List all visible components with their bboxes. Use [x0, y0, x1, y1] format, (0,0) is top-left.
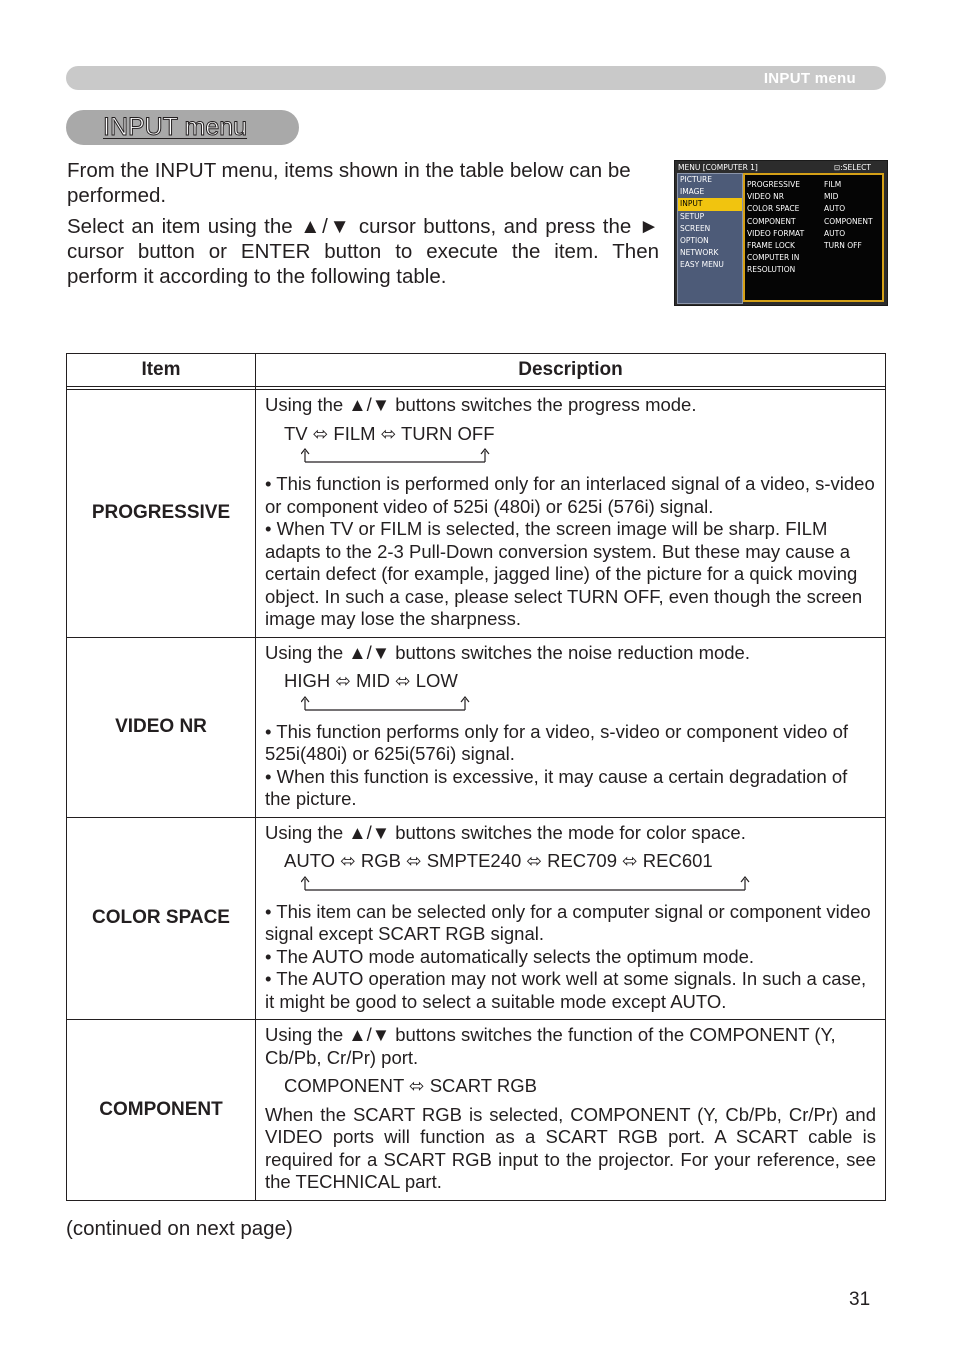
- mode-sequence: AUTO ⬄ RGB ⬄ SMPTE240 ⬄ REC709 ⬄ REC601: [284, 850, 713, 871]
- osd-sub-item: VIDEO FORMAT: [747, 228, 805, 238]
- osd-submenu-items: [747, 179, 804, 277]
- cycle-arrow-icon: [301, 693, 876, 715]
- description-cell: [256, 817, 886, 1020]
- osd-sub-item: VIDEO NR: [747, 192, 784, 202]
- page-title-pill: [66, 110, 299, 145]
- table-row-color-space: [67, 817, 886, 1020]
- osd-sub-item: COLOR SPACE: [747, 204, 800, 214]
- description-cell: [256, 1020, 886, 1201]
- osd-menu-item: EASY MENU: [680, 260, 724, 270]
- table-header-row: [67, 354, 886, 387]
- osd-menu-item: NETWORK: [680, 248, 719, 258]
- page-title: INPUT menu: [103, 113, 248, 141]
- osd-menu-item-selected: INPUT: [678, 198, 742, 210]
- osd-main-menu: [677, 173, 743, 304]
- osd-sub-value: COMPONENT: [824, 216, 873, 226]
- section-header-bar: [66, 66, 886, 90]
- osd-menu-item: IMAGE: [680, 187, 705, 197]
- osd-sub-item: PROGRESSIVE: [747, 180, 801, 189]
- description-lead: Using the ▲/▼ buttons switches the progress mode.: [265, 394, 697, 415]
- intro-text: [67, 158, 659, 295]
- table-row-progressive: [67, 390, 886, 638]
- osd-menu-screenshot: [674, 160, 888, 306]
- description-notes: When the SCART RGB is selected, COMPONENT (Y, Cb/Pb, Cr/Pr) and VIDEO ports will function as a SCART RGB port. A SCART cable is required for a SCART RGB input to the projector. For your reference, see the TECHNICAL part.: [265, 1103, 876, 1192]
- intro-paragraph-2: Select an item using the ▲/▼ cursor buttons, and press the ► cursor button or ENTER button to execute the item. Then perform it according to the following table.: [67, 215, 659, 288]
- osd-sub-value: MID: [824, 192, 839, 202]
- mode-sequence: HIGH ⬄ MID ⬄ LOW: [284, 670, 458, 691]
- section-label: INPUT menu: [763, 70, 856, 87]
- cycle-arrow-icon: [301, 873, 876, 895]
- osd-sub-item: COMPUTER IN: [747, 253, 800, 263]
- osd-menu-item: SETUP: [680, 211, 705, 221]
- osd-submenu-values: [824, 179, 873, 252]
- description-notes: • This function is performed only for an interlaced signal of a video, s-video or component video of 525i (480i) or 625i (576i) signal. • When TV or FILM is selected, the screen image will be sharp. FILM adapts to the 2-3 Pull-Down conversion system. But these may cause a certain defect (for example, jagged line) of the picture for a quick moving object. In such a case, please select TURN OFF, even though the screen image may lose the sharpness.: [265, 473, 875, 629]
- table-row-video-nr: [67, 637, 886, 817]
- mode-sequence: COMPONENT ⬄ SCART RGB: [284, 1075, 537, 1096]
- description-cell: [256, 390, 886, 638]
- osd-menu-item: PICTURE: [680, 175, 712, 184]
- continued-note: (continued on next page): [66, 1217, 293, 1240]
- description-lead: Using the ▲/▼ buttons switches the function of the COMPONENT (Y, Cb/Pb, Cr/Pr) port.: [265, 1024, 836, 1068]
- description-notes: • This function performs only for a video, s-video or component video of 525i(480i) or 625i(576i) signal. • When this function is excessive, it may cause a certain degradation of the picture.: [265, 720, 849, 809]
- osd-sub-value: AUTO: [824, 204, 846, 214]
- column-header-description: Description: [256, 354, 886, 387]
- osd-sub-item: COMPONENT: [747, 216, 796, 226]
- osd-sub-value: TURN OFF: [824, 240, 862, 250]
- item-cell: VIDEO NR: [67, 637, 256, 817]
- osd-sub-item: RESOLUTION: [747, 265, 796, 275]
- item-cell: COMPONENT: [67, 1020, 256, 1201]
- osd-select-label: ⊡:SELECT: [833, 163, 871, 172]
- intro-paragraph-1: From the INPUT menu, items shown in the table below can be performed.: [67, 159, 631, 207]
- description-notes: • This item can be selected only for a computer signal or component video signal except SCART RGB signal. • The AUTO mode automatically selects the optimum mode. • The AUTO operation may not work well at some signals. In such a case, it might be good to select a suitable mode except AUTO.: [265, 900, 871, 1012]
- item-cell: PROGRESSIVE: [67, 390, 256, 638]
- osd-title: MENU [COMPUTER 1]: [678, 163, 758, 172]
- column-header-item: Item: [67, 354, 256, 387]
- table-row-component: [67, 1020, 886, 1201]
- input-menu-table: [66, 353, 886, 1201]
- osd-sub-value: FILM: [824, 180, 842, 189]
- item-cell: COLOR SPACE: [67, 817, 256, 1020]
- osd-sub-item: FRAME LOCK: [747, 240, 795, 250]
- description-lead: Using the ▲/▼ buttons switches the mode for color space.: [265, 821, 746, 843]
- osd-submenu-panel: [743, 173, 884, 302]
- page-number: 31: [849, 1289, 871, 1310]
- cycle-arrow-icon: [301, 445, 876, 467]
- osd-sub-value: AUTO: [824, 228, 846, 238]
- description-cell: [256, 637, 886, 817]
- description-lead: Using the ▲/▼ buttons switches the noise reduction mode.: [265, 641, 750, 663]
- mode-sequence: TV ⬄ FILM ⬄ TURN OFF: [284, 422, 495, 444]
- osd-menu-item: OPTION: [680, 235, 709, 245]
- osd-menu-item: SCREEN: [680, 223, 711, 233]
